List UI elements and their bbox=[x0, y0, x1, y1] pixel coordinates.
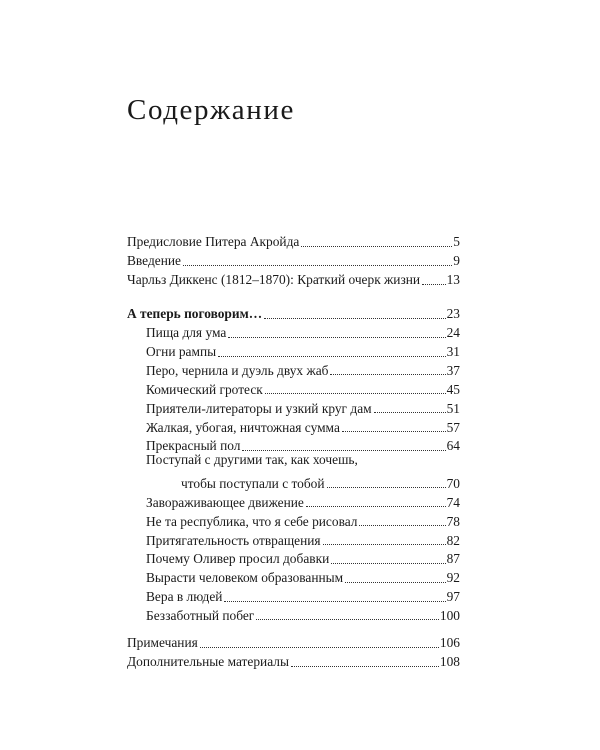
toc-chapter bbox=[127, 528, 460, 547]
toc-section-heading bbox=[127, 302, 460, 321]
toc-chapter-line1 bbox=[127, 453, 460, 472]
toc-entry bbox=[127, 268, 460, 287]
toc-entry-title: Чарльз Диккенс (1812–1870): Краткий очерк жизни bbox=[127, 272, 421, 288]
toc-entry-page: 74 bbox=[446, 494, 460, 510]
toc-entry-title: Дополнительные материалы bbox=[127, 654, 289, 670]
toc-chapter bbox=[127, 604, 460, 623]
dot-leader bbox=[224, 601, 445, 602]
dot-leader bbox=[342, 431, 446, 432]
toc-entry-title: Предисловие Питера Акройда bbox=[127, 234, 300, 250]
toc-entry-title: Комический гротеск bbox=[146, 381, 263, 397]
dot-leader bbox=[228, 337, 445, 338]
toc-entry-page: 87 bbox=[446, 551, 460, 567]
toc-chapter bbox=[127, 434, 460, 453]
toc-entry-title: Примечания bbox=[127, 635, 198, 651]
toc-entry-page: 23 bbox=[446, 306, 460, 322]
toc-chapter bbox=[127, 547, 460, 566]
toc-entry-title-continued: чтобы поступали с тобой bbox=[181, 476, 325, 492]
dot-leader bbox=[306, 506, 446, 507]
toc-entry-page: 82 bbox=[446, 532, 460, 548]
dot-leader bbox=[327, 487, 446, 488]
page-title: Содержание bbox=[127, 94, 295, 126]
toc-back-matter bbox=[127, 631, 460, 669]
toc-entry-page: 45 bbox=[446, 381, 460, 397]
toc-entry-title: Вера в людей bbox=[146, 589, 223, 605]
toc-entry-page: 100 bbox=[439, 607, 460, 623]
dot-leader bbox=[323, 544, 446, 545]
toc-entry-page: 9 bbox=[453, 253, 460, 269]
toc-entry-page: 92 bbox=[446, 570, 460, 586]
toc-entry-page: 51 bbox=[446, 400, 460, 416]
toc-entry-page: 70 bbox=[446, 476, 460, 492]
toc-chapter bbox=[127, 585, 460, 604]
dot-leader bbox=[218, 356, 445, 357]
toc-chapter bbox=[127, 340, 460, 359]
toc-entry-title: Поступай с другими так, как хочешь, bbox=[146, 451, 358, 467]
toc-chapter bbox=[127, 359, 460, 378]
toc-entry-page: 108 bbox=[439, 654, 460, 670]
toc-entry-title: А теперь поговорим… bbox=[127, 306, 263, 322]
dot-leader bbox=[301, 246, 452, 247]
dot-leader bbox=[256, 619, 439, 620]
toc-entry-page: 13 bbox=[446, 272, 460, 288]
toc-entry bbox=[127, 249, 460, 268]
toc-entry-page: 57 bbox=[446, 419, 460, 435]
dot-leader bbox=[264, 318, 446, 319]
dot-leader bbox=[330, 374, 445, 375]
toc-entry-title: Прекрасный пол bbox=[146, 438, 241, 454]
toc-entry-page: 5 bbox=[453, 234, 460, 250]
dot-leader bbox=[359, 525, 445, 526]
toc-entry-page: 37 bbox=[446, 362, 460, 378]
toc-entry-title: Приятели-литераторы и узкий круг дам bbox=[146, 400, 372, 416]
toc-entry-title: Огни рампы bbox=[146, 344, 217, 360]
toc-chapter bbox=[127, 415, 460, 434]
toc-entry-page: 97 bbox=[446, 589, 460, 605]
toc-entry-title: Пища для ума bbox=[146, 325, 227, 341]
toc-entry-title: Введение bbox=[127, 253, 181, 269]
dot-leader bbox=[265, 393, 446, 394]
toc-entry-page: 78 bbox=[446, 513, 460, 529]
dot-leader bbox=[422, 284, 446, 285]
toc-entry-title: Не та республика, что я себе рисовал bbox=[146, 513, 358, 529]
dot-leader bbox=[345, 582, 445, 583]
toc-entry bbox=[127, 631, 460, 650]
toc-main-section bbox=[127, 302, 460, 622]
dot-leader bbox=[331, 563, 445, 564]
toc-entry-title: Перо, чернила и дуэль двух жаб bbox=[146, 362, 329, 378]
dot-leader bbox=[242, 450, 445, 451]
toc-front-matter bbox=[127, 230, 460, 287]
toc-chapter bbox=[127, 490, 460, 509]
dot-leader bbox=[291, 666, 439, 667]
dot-leader bbox=[374, 412, 446, 413]
toc-entry-title: Завораживающее движение bbox=[146, 494, 304, 510]
toc-entry bbox=[127, 650, 460, 669]
dot-leader bbox=[200, 647, 439, 648]
toc-chapter bbox=[127, 509, 460, 528]
dot-leader bbox=[183, 265, 452, 266]
toc-chapter bbox=[127, 321, 460, 340]
toc-entry-page: 24 bbox=[446, 325, 460, 341]
toc-entry-page: 64 bbox=[446, 438, 460, 454]
toc-chapter bbox=[127, 396, 460, 415]
toc-entry-title: Вырасти человеком образованным bbox=[146, 570, 344, 586]
toc-entry-title: Притягательность отвращения bbox=[146, 532, 321, 548]
toc-chapter-line2 bbox=[127, 472, 460, 491]
toc-entry bbox=[127, 230, 460, 249]
toc-entry-page: 31 bbox=[446, 344, 460, 360]
toc-entry-page: 106 bbox=[439, 635, 460, 651]
toc-chapter bbox=[127, 377, 460, 396]
toc-entry-title: Жалкая, убогая, ничтожная сумма bbox=[146, 419, 340, 435]
toc-chapter bbox=[127, 566, 460, 585]
toc-entry-title: Беззаботный побег bbox=[146, 607, 255, 623]
toc-entry-title: Почему Оливер просил добавки bbox=[146, 551, 330, 567]
